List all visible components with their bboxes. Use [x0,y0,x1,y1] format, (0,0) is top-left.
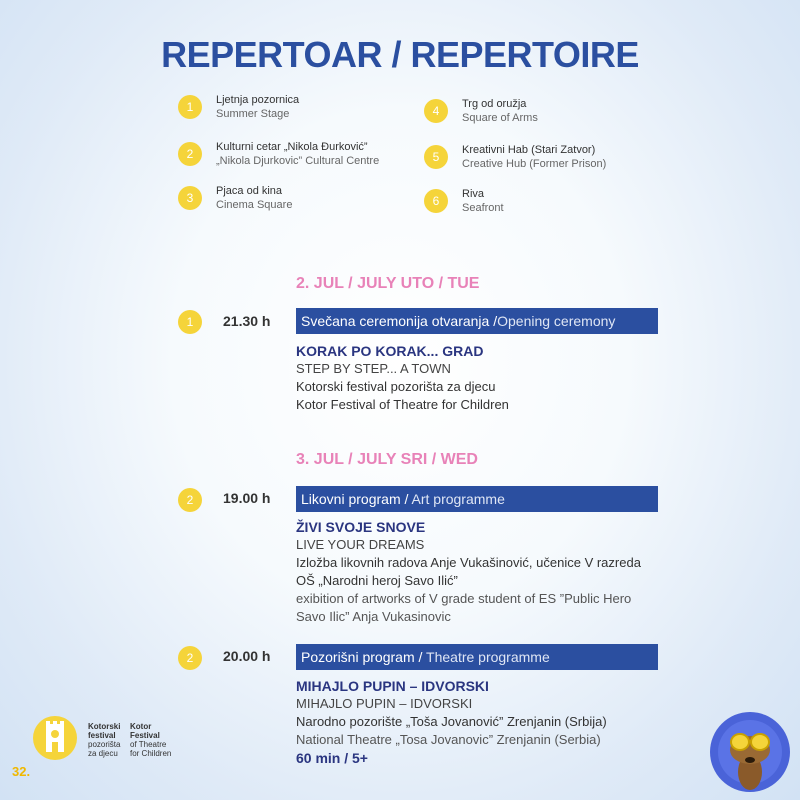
venue-name-english: Square of Arms [462,112,538,124]
event-venue-badge: 1 [178,310,202,334]
logo-line: for Children [130,749,172,758]
page-number: 32. [12,764,31,779]
event-title: KORAK PO KORAK... GRAD [296,343,484,359]
category-english: Theatre programme [422,649,550,665]
event-time: 19.00 h [223,490,271,506]
logo-line: of Theatre [130,740,167,749]
venue-name-local: Pjaca od kina [216,185,283,197]
logo-text-local [88,722,120,758]
logo-line: za djecu [88,749,118,758]
event-venue-badge: 2 [178,646,202,670]
category-english: Art programme [408,491,505,507]
event-description-english: exibition of artworks of V grade student of ES ”Public Hero Savo Ilic” Anja Vukasinovic [296,591,632,624]
event-organizer-english: Kotor Festival of Theatre for Children [296,397,509,412]
logo-line: Festival [130,731,160,740]
venue-item [178,140,379,168]
venue-name-english: Seafront [462,202,504,214]
event-category-bar [296,644,658,670]
logo-line: Kotorski [88,722,121,731]
category-local: Likovni program / [301,491,409,507]
venue-name-english: „Nikola Djurkovic” Cultural Centre [216,155,380,167]
event-time: 21.30 h [223,313,271,329]
venue-name-english: Creative Hub (Former Prison) [462,158,607,170]
logo-text-english [130,722,171,758]
venue-number-badge: 2 [178,142,202,166]
logo-line: pozorišta [88,740,121,749]
venue-name-english: Summer Stage [216,108,290,120]
venue-name-local: Ljetnja pozornica [216,94,300,106]
venue-legend [178,93,638,223]
event-category-bar [296,308,658,334]
venue-number-badge: 1 [178,95,202,119]
event-company-english: National Theatre „Tosa Jovanovic” Zrenjanin (Serbia) [296,732,601,747]
day-date-heading: 2. JUL / JULY UTO / TUE [296,275,480,292]
event-details [296,518,660,626]
category-english: Opening ceremony [497,313,616,329]
logo-line: Kotor [130,722,152,731]
venue-number-badge: 6 [424,189,448,213]
venue-name-local: Kreativni Hab (Stari Zatvor) [462,144,596,156]
event-title: MIHAJLO PUPIN – IDVORSKI [296,678,489,694]
venue-item [424,97,538,125]
event-description: Izložba likovnih radova Anje Vukašinović, učenice V razreda OŠ „Narodni heroj Savo Ilić” [296,555,641,588]
mascot-dog-icon [710,712,790,792]
venue-name-local: Riva [462,188,485,200]
event-subtitle: LIVE YOUR DREAMS [296,537,425,552]
event-details [296,677,666,767]
venue-item [178,184,292,212]
venue-name-local: Trg od oružja [462,98,527,110]
venue-number-badge: 3 [178,186,202,210]
venue-item [178,93,299,121]
event-details [296,342,666,414]
venue-item [424,143,606,171]
logo-line: festival [88,731,116,740]
venue-number-badge: 5 [424,145,448,169]
venue-name-local: Kulturni cetar „Nikola Đurković” [216,141,368,153]
venue-name-english: Cinema Square [216,199,293,211]
page-title: REPERTOAR / REPERTOIRE [161,34,639,75]
event-title: ŽIVI SVOJE SNOVE [296,519,426,535]
event-duration-age: 60 min / 5+ [296,750,368,766]
event-time: 20.00 h [223,648,271,664]
event-organizer: Kotorski festival pozorišta za djecu [296,379,496,394]
venue-item [424,187,504,215]
category-local: Pozorišni program / [301,649,423,665]
event-venue-badge: 2 [178,488,202,512]
event-subtitle: STEP BY STEP... A TOWN [296,361,451,376]
category-local: Svečana ceremonija otvaranja / [301,313,498,329]
festival-logo-icon [32,712,78,764]
event-category-bar [296,486,658,512]
event-company: Narodno pozorište „Toša Jovanović” Zrenjanin (Srbija) [296,714,607,729]
event-subtitle: MIHAJLO PUPIN – IDVORSKI [296,696,473,711]
day-date-heading: 3. JUL / JULY SRI / WED [296,451,478,468]
venue-number-badge: 4 [424,99,448,123]
